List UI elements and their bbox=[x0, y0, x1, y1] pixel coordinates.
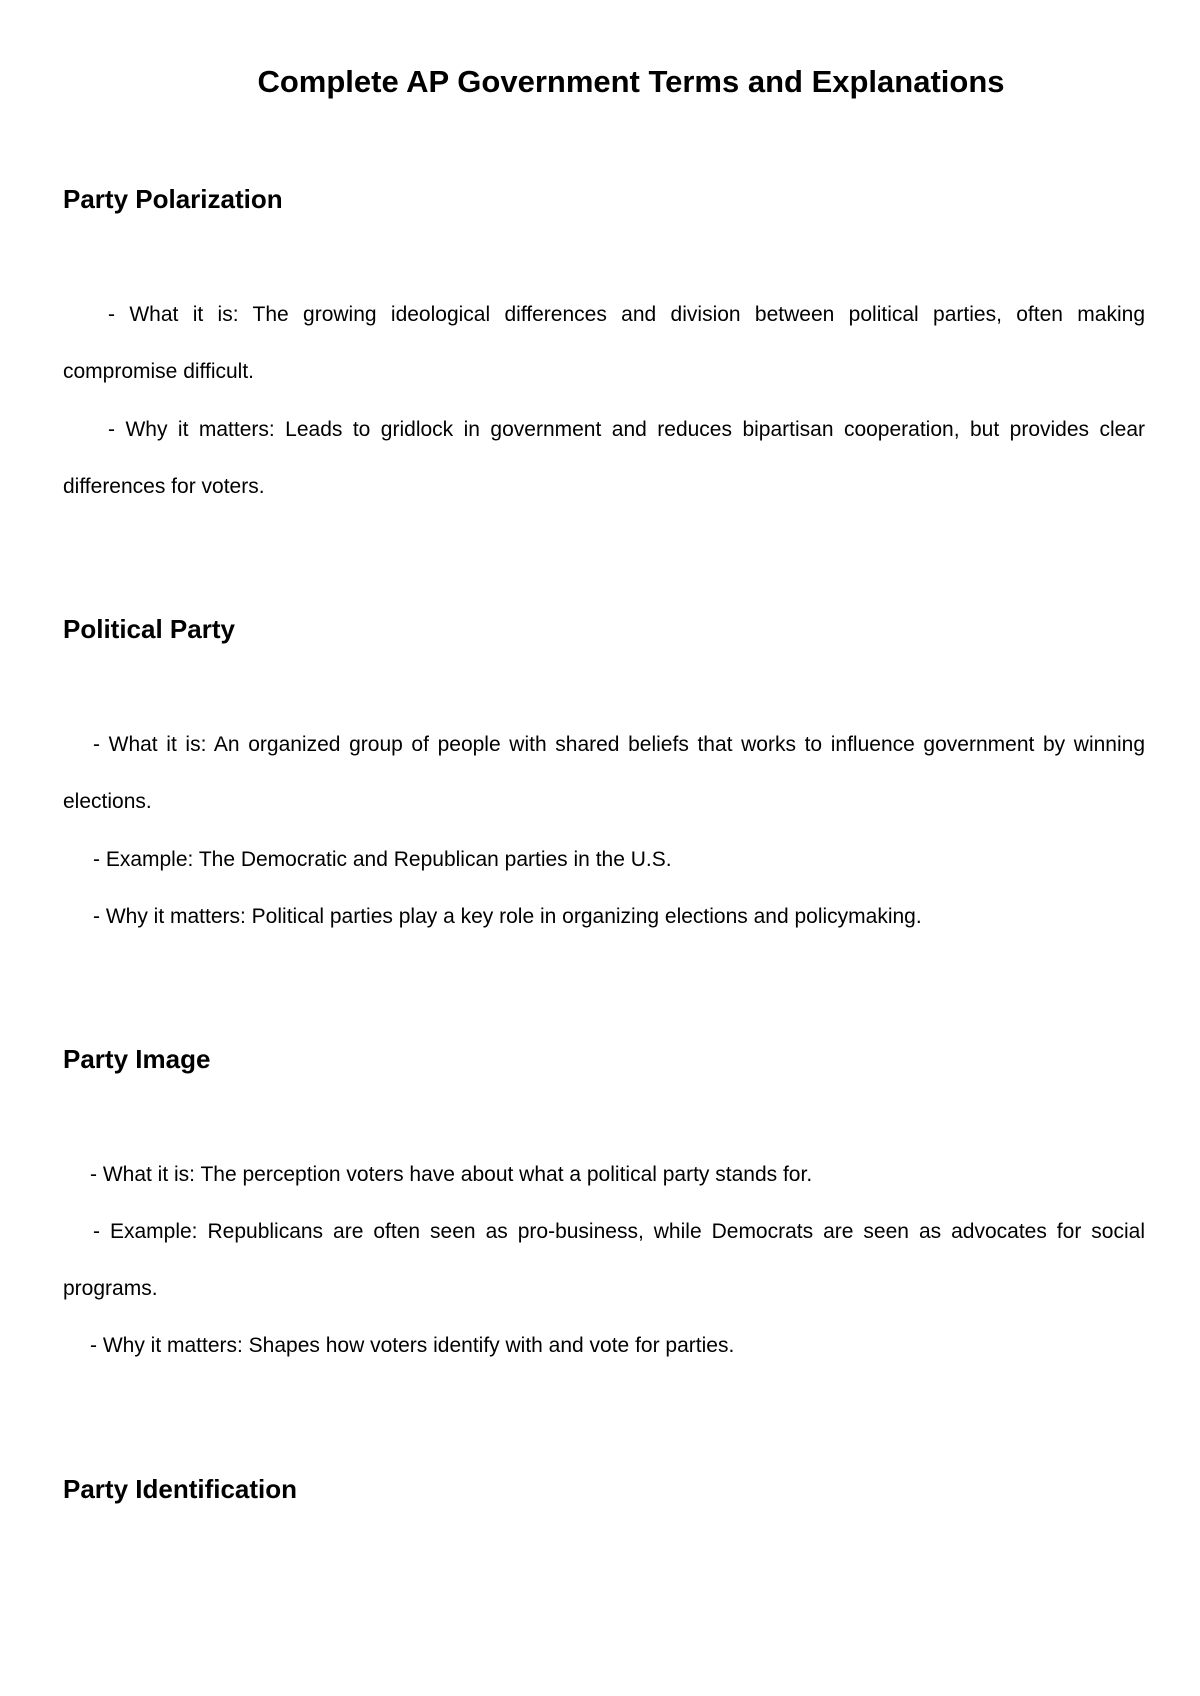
term-heading-party-polarization: Party Polarization bbox=[63, 184, 283, 214]
example-line: - Example: Republicans are often seen as pro-business, while Democrats are seen as advocates for social programs. bbox=[63, 1220, 1145, 1300]
term-heading-political-party: Political Party bbox=[63, 614, 235, 644]
term-heading-party-image: Party Image bbox=[63, 1044, 211, 1074]
significance-line: - Why it matters: Shapes how voters identify with and vote for parties. bbox=[90, 1334, 735, 1357]
page-title: Complete AP Government Terms and Explanations bbox=[257, 64, 1005, 99]
definition-line: - What it is: The growing ideological differences and division between political parties, often making compromise difficult. bbox=[63, 303, 1145, 383]
definition-line: - What it is: An organized group of people with shared beliefs that works to influence government by winning elections. bbox=[63, 733, 1145, 813]
significance-line: - Why it matters: Leads to gridlock in government and reduces bipartisan cooperation, but provides clear differences for voters. bbox=[63, 418, 1145, 498]
example-line: - Example: The Democratic and Republican parties in the U.S. bbox=[93, 848, 672, 871]
definition-line: - What it is: The perception voters have about what a political party stands for. bbox=[90, 1163, 813, 1186]
term-heading-party-identification: Party Identification bbox=[63, 1474, 298, 1504]
significance-line: - Why it matters: Political parties play a key role in organizing elections and policymaking. bbox=[93, 905, 922, 928]
